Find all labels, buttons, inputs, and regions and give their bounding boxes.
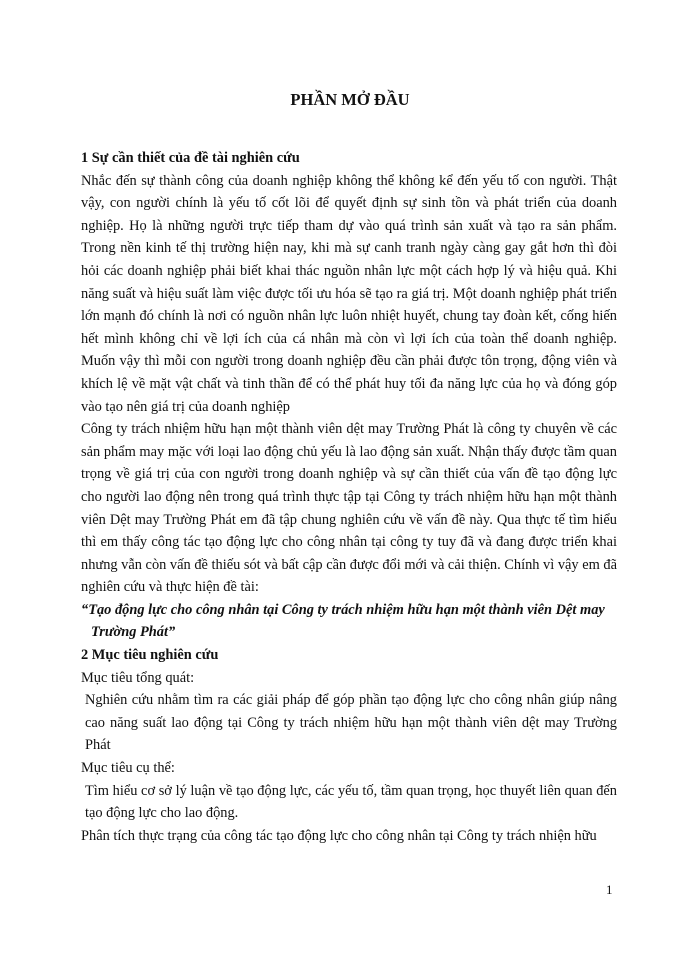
specific-objective-label: Mục tiêu cụ thể: (81, 760, 175, 777)
section-1-heading: 1 Sự cần thiết của đề tài nghiên cứu (81, 150, 300, 166)
general-objective-label: Mục tiêu tổng quát: (81, 669, 195, 686)
specific-objective-text-1: Tìm hiểu cơ sở lý luận về tạo động lực, các yếu tố, tầm quan trọng, học thuyết liên quan đến tạo động lực cho lao động. (85, 782, 617, 822)
section-1-paragraph-2: Công ty trách nhiệm hữu hạn một thành viên dệt may Trường Phát là công ty chuyên về các sản phẩm may mặc với loại lao động chủ yếu là lao động sản xuất. Nhận thấy được tầm quan trọng về giá trị của con người trong doanh nghiệp và sự cần thiết của vấn đề tạo động lực cho người lao động nên trong quá trình thực tập tại Công ty trách nhiệm hữu hạn một thành viên Dệt may Trường Phát em đã tập chung nghiên cứu về vấn đề này. Qua thực tế tìm hiểu thì em thấy công tác tạo động lực cho công nhân tại công ty tuy đã và đang được triển khai nhưng vẫn còn vấn đề thiếu sót và bất cập cần được đổi mới và cải thiện. Chính vì vậy em đã nghiên cứu và thực hiện đề tài: (81, 421, 617, 596)
general-objective-text: Nghiên cứu nhằm tìm ra các giải pháp để góp phần tạo động lực cho công nhân giúp nâng cao năng suất lao động tại Công ty trách nhiệm hữu hạn một thành viên dệt may Trường Phát (85, 692, 617, 754)
research-topic: “Tạo động lực cho công nhân tại Công ty trách nhiệm hữu hạn một thành viên Dệt may Trường Phát” (81, 601, 605, 641)
specific-objective-text-2: Phân tích thực trạng của công tác tạo động lực cho công nhân tại Công ty trách nhiện hữu (81, 827, 597, 844)
section-1-paragraph-1: Nhắc đến sự thành công của doanh nghiệp không thể không kể đến yếu tố con người. Thật vậy, con người chính là yếu tố cốt lõi để quyết định sự sinh tồn và phát triển của doanh nghiệp. Họ là những người trực tiếp tham dự vào quá trình sản xuất và tạo ra sản phẩm. Trong nền kinh tế thị trường hiện nay, khi mà sự canh tranh ngày càng gay gắt hơn thì đòi hỏi các doanh nghiệp phải biết khai thác nguồn nhân lực một cách hợp lý và hiệu quả. Khi năng suất và hiệu suất làm việc được tối ưu hóa sẽ tạo ra giá trị. Một doanh nghiệp phát triển lớn mạnh đó chính là nơi có nguồn nhân lực luôn nhiệt huyết, chung tay đoàn kết, cống hiến hết mình không chỉ về lợi ích của cá nhân mà còn vì lợi ích của toàn thể doanh nghiệp. Muốn vậy thì mỗi con người trong doanh nghiệp đều cần phải được tôn trọng, động viên và khích lệ về mặt vật chất và tinh thần để có thể phát huy tối đa năng lực của họ và đóng góp vào tạo nên giá trị của doanh nghiệp (81, 172, 617, 415)
section-2-heading: 2 Mục tiêu nghiên cứu (81, 647, 219, 664)
page-number: 1 (606, 882, 613, 897)
document-body (81, 147, 617, 847)
page-title: PHẦN MỞ ĐẦU (290, 90, 410, 109)
